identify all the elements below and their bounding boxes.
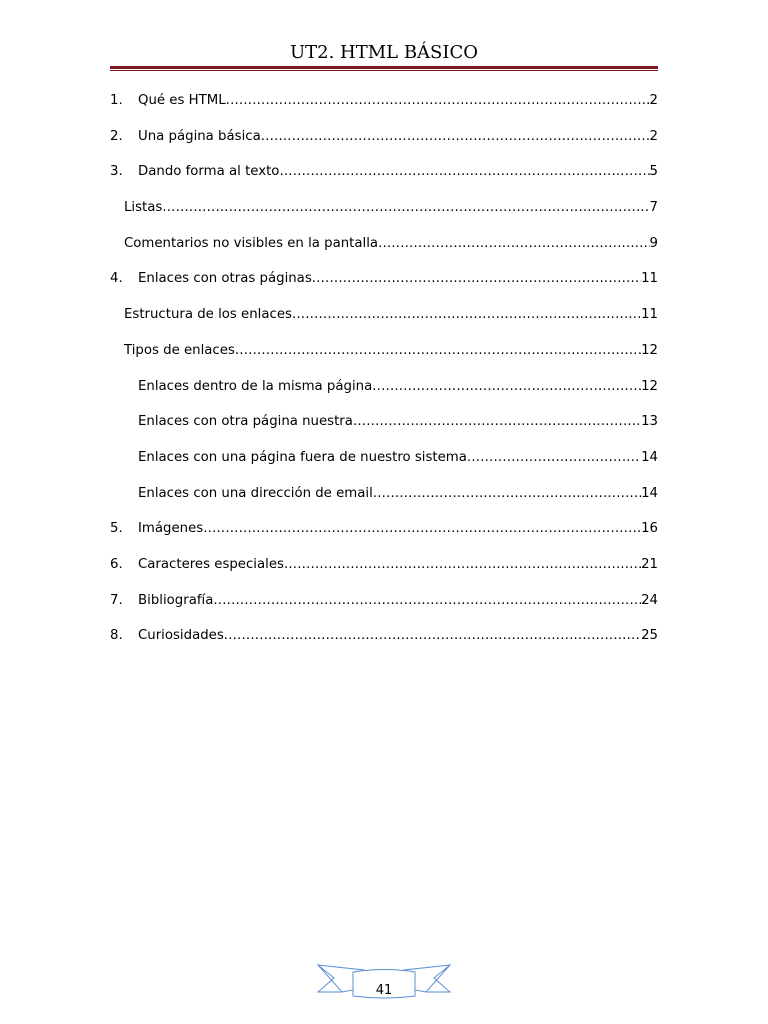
toc-entry-title: Tipos de enlaces	[124, 342, 235, 358]
toc-entry-page: 16	[641, 521, 658, 537]
toc-entry-title: Enlaces dentro de la misma página	[138, 378, 373, 394]
toc-entry-page: 14	[641, 449, 658, 465]
toc-dot-leader	[261, 129, 650, 144]
toc-entry[interactable]	[110, 521, 658, 557]
toc-entry[interactable]	[110, 486, 658, 522]
toc-entry-title: Comentarios no visibles en la pantalla	[124, 235, 379, 251]
toc-entry-page: 12	[641, 378, 658, 394]
toc-entry-page: 7	[649, 200, 658, 216]
toc-entry-page: 21	[641, 556, 658, 572]
toc-entry-title: Caracteres especiales	[138, 556, 284, 572]
toc-entry-title: Enlaces con una página fuera de nuestro sistema	[138, 449, 467, 465]
toc-dot-leader	[279, 164, 649, 179]
toc-dot-leader	[235, 343, 641, 358]
toc-entry-title: Curiosidades	[138, 628, 224, 644]
table-of-contents	[110, 93, 658, 664]
toc-entry-title: Estructura de los enlaces	[124, 307, 292, 323]
toc-entry[interactable]	[110, 557, 658, 593]
toc-dot-leader	[162, 200, 649, 215]
toc-dot-leader	[353, 414, 641, 429]
page-header-title: UT2. HTML BÁSICO	[289, 42, 479, 63]
toc-dot-leader	[372, 379, 641, 394]
toc-dot-leader	[467, 450, 641, 465]
toc-dot-leader	[226, 93, 650, 108]
toc-dot-leader	[224, 628, 641, 643]
toc-entry-title: Una página básica	[138, 128, 261, 144]
toc-entry-number: 2.	[110, 128, 123, 144]
toc-entry[interactable]	[110, 93, 658, 129]
toc-entry-page: 12	[641, 342, 658, 358]
toc-entry-page: 5	[649, 164, 658, 180]
toc-entry-number: 5.	[110, 521, 123, 537]
toc-entry-title: Enlaces con una dirección de email	[138, 485, 373, 501]
toc-entry[interactable]	[110, 307, 658, 343]
toc-entry-number: 8.	[110, 628, 123, 644]
toc-entry-title: Qué es HTML	[138, 93, 226, 108]
toc-entry[interactable]	[110, 343, 658, 379]
toc-entry[interactable]	[110, 200, 658, 236]
toc-entry-number: 6.	[110, 556, 123, 572]
toc-entry-title: Enlaces con otra página nuestra	[138, 414, 353, 430]
toc-dot-leader	[312, 271, 641, 286]
toc-entry[interactable]	[110, 236, 658, 272]
toc-entry-page: 9	[649, 235, 658, 251]
toc-dot-leader	[284, 557, 641, 572]
toc-entry-number: 7.	[110, 592, 123, 608]
toc-entry-page: 11	[641, 271, 658, 287]
toc-entry-number: 1.	[110, 93, 123, 108]
toc-entry-title: Imágenes	[138, 521, 204, 537]
toc-entry-page: 14	[641, 485, 658, 501]
toc-dot-leader	[378, 236, 649, 251]
toc-entry[interactable]	[110, 628, 658, 664]
toc-entry-title: Bibliografía	[138, 592, 214, 608]
toc-entry[interactable]	[110, 271, 658, 307]
toc-dot-leader	[373, 486, 641, 501]
toc-dot-leader	[213, 593, 641, 608]
toc-entry-number: 3.	[110, 164, 123, 180]
toc-entry-page: 11	[641, 307, 658, 323]
toc-entry[interactable]	[110, 593, 658, 629]
toc-entry-title: Enlaces con otras páginas	[138, 271, 312, 287]
toc-dot-leader	[203, 521, 641, 536]
toc-entry[interactable]	[110, 164, 658, 200]
toc-entry-number: 4.	[110, 271, 123, 287]
toc-entry[interactable]	[110, 379, 658, 415]
toc-dot-leader	[292, 307, 641, 322]
toc-entry[interactable]	[110, 129, 658, 165]
toc-entry-page: 2	[649, 93, 658, 108]
header-divider	[110, 66, 658, 71]
toc-entry-title: Listas	[124, 200, 163, 216]
toc-entry-page: 24	[641, 592, 658, 608]
toc-entry-page: 13	[641, 414, 658, 430]
toc-entry-page: 25	[641, 628, 658, 644]
toc-entry-title: Dando forma al texto	[138, 164, 280, 180]
toc-entry-page: 2	[649, 128, 658, 144]
toc-entry[interactable]	[110, 414, 658, 450]
page-number: 41	[375, 983, 393, 998]
toc-entry[interactable]	[110, 450, 658, 486]
